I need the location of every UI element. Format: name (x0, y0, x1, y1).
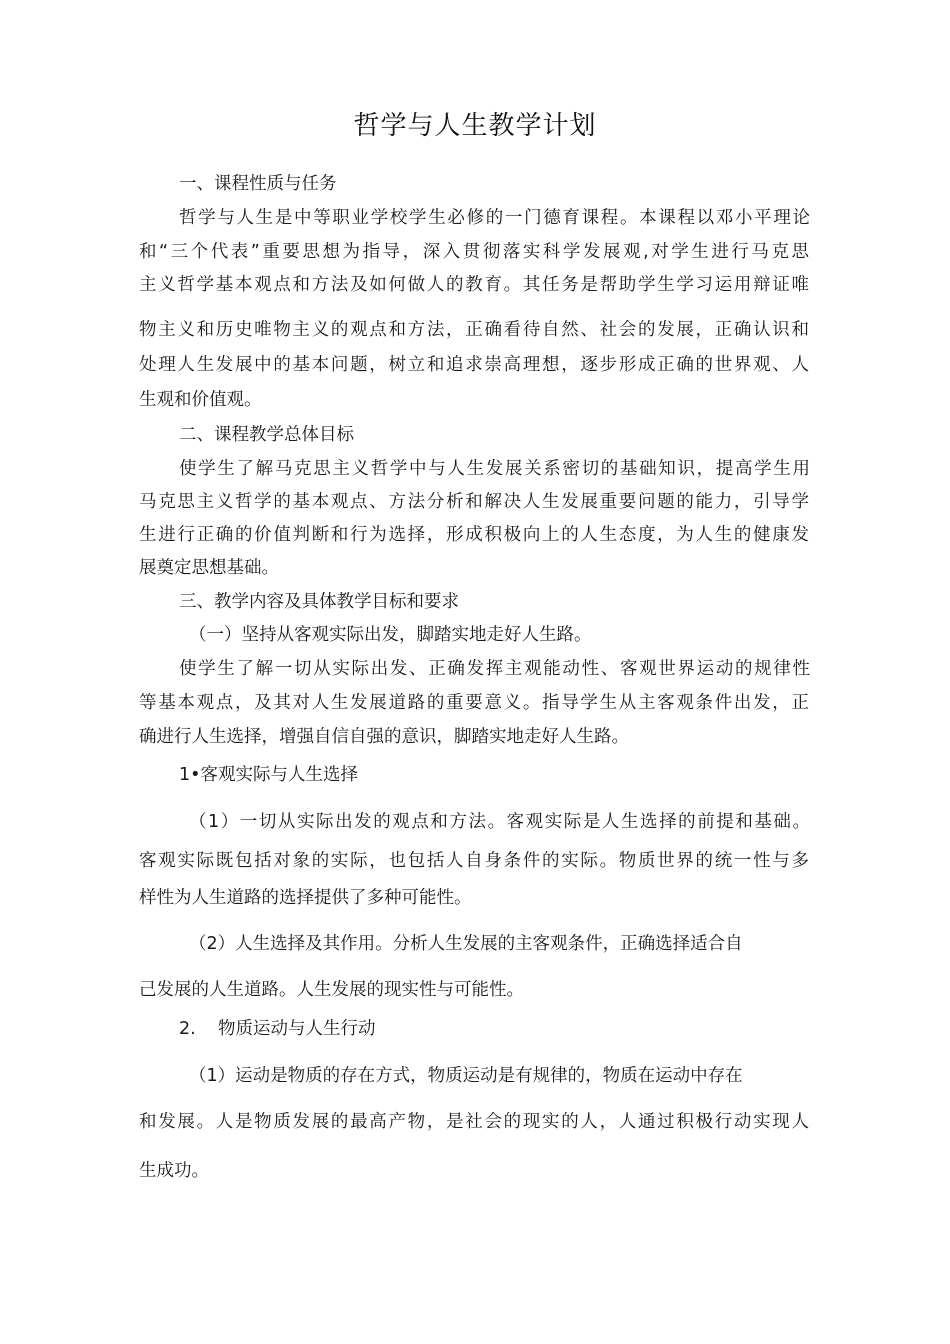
section-heading-3: 三、教学内容及具体教学目标和要求 (179, 592, 459, 612)
paragraph-line: 确进行人生选择，增强自信自强的意识，脚踏实地走好人生路。 (139, 727, 629, 747)
paragraph-line: 马克思主义哲学的基本观点、方法分析和解决人生发展重要问题的能力，引导学 (139, 492, 809, 512)
subsection-heading: （一）坚持从客观实际出发，脚踏实地走好人生路。 (189, 625, 592, 645)
paragraph-line: 己发展的人生道路。人生发展的现实性与可能性。 (139, 980, 524, 1000)
paragraph-line: 和发展。人是物质发展的最高产物，是社会的现实的人，人通过积极行动实现人 (139, 1112, 809, 1132)
section-heading-2: 二、课程教学总体目标 (179, 425, 354, 445)
item-heading-2: 2. 物质运动与人生行动 (179, 1019, 376, 1039)
paragraph-line: 样性为人生道路的选择提供了多种可能性。 (139, 888, 472, 908)
paragraph-line: 处理人生发展中的基本问题，树立和追求崇高理想，逐步形成正确的世界观、人 (139, 355, 809, 375)
document-title: 哲学与人生教学计划 (353, 111, 597, 141)
paragraph-line: 主义哲学基本观点和方法及如何做人的教育。其任务是帮助学生学习运用辩证唯 (139, 275, 809, 295)
paragraph-line: 客观实际既包括对象的实际，也包括人自身条件的实际。物质世界的统一性与多 (139, 851, 809, 871)
paragraph-line: （1）一切从实际出发的观点和方法。客观实际是人生选择的前提和基础。 (189, 812, 810, 832)
paragraph-line: 使学生了解马克思主义哲学中与人生发展关系密切的基础知识，提高学生用 (179, 459, 810, 479)
paragraph-line: 等基本观点，及其对人生发展道路的重要意义。指导学生从主客观条件出发，正 (139, 693, 809, 713)
paragraph-line: 使学生了解一切从实际出发、正确发挥主观能动性、客观世界运动的规律性 (179, 659, 810, 679)
paragraph-line: 物主义和历史唯物主义的观点和方法，正确看待自然、社会的发展，正确认识和 (139, 320, 809, 340)
paragraph-line: 生进行正确的价值判断和行为选择，形成积极向上的人生态度，为人生的健康发 (139, 525, 809, 545)
item-heading-1: 1•客观实际与人生选择 (179, 765, 358, 785)
paragraph-line: 生观和价值观。 (139, 390, 262, 410)
paragraph-line: （2）人生选择及其作用。分析人生发展的主客观条件，正确选择适合自 (189, 934, 743, 954)
paragraph-line: 哲学与人生是中等职业学校学生必修的一门德育课程。本课程以邓小平理论 (179, 208, 810, 228)
paragraph-line: （1）运动是物质的存在方式，物质运动是有规律的，物质在运动中存在 (189, 1066, 743, 1086)
section-heading-1: 一、课程性质与任务 (179, 174, 337, 194)
paragraph-line: 展奠定思想基础。 (139, 558, 279, 578)
paragraph-line: 和“三个代表”重要思想为指导，深入贯彻落实科学发展观,对学生进行马克思 (139, 242, 809, 262)
paragraph-line: 生成功。 (139, 1161, 209, 1181)
